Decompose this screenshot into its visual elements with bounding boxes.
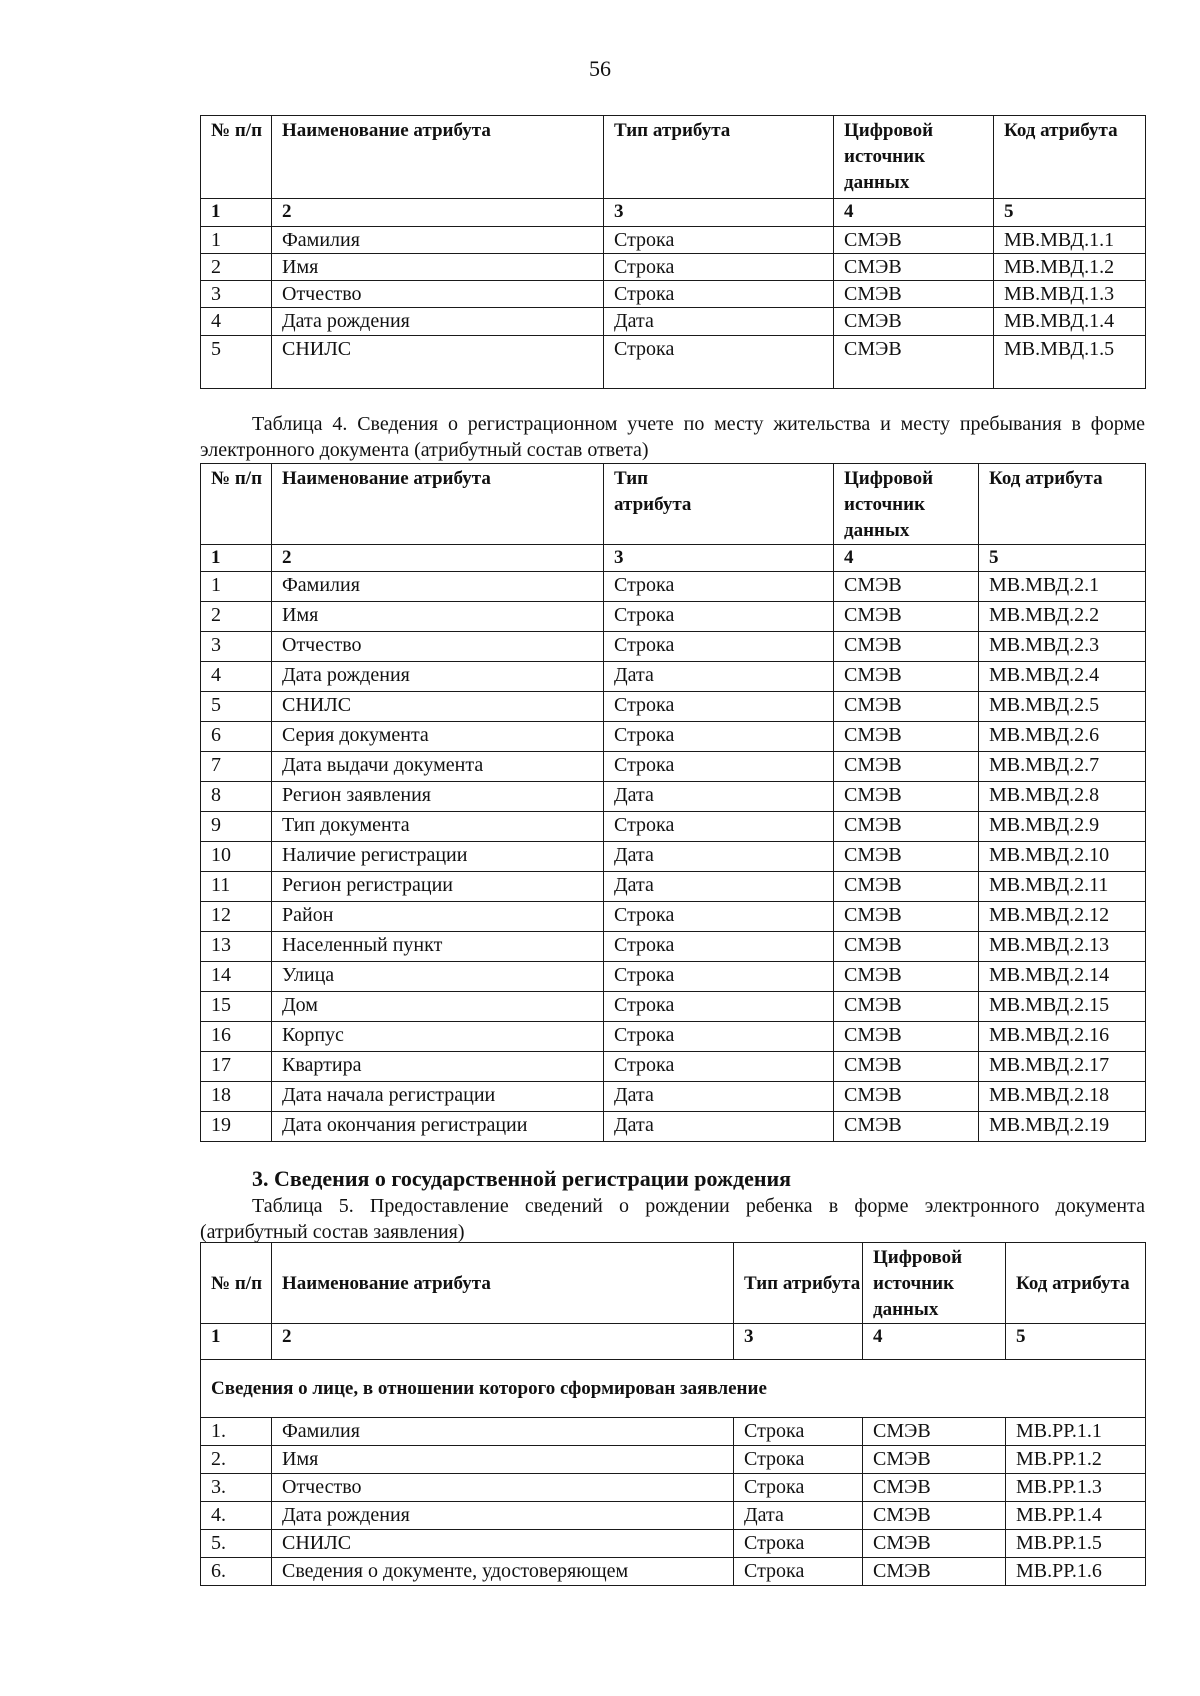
row-number: 6. xyxy=(201,1558,272,1586)
data-source: СМЭВ xyxy=(834,632,979,662)
attribute-name: СНИЛС xyxy=(272,336,604,389)
attribute-code: МВ.МВД.2.5 xyxy=(979,692,1146,722)
attribute-code: МВ.РР.1.4 xyxy=(1006,1502,1146,1530)
attribute-type: Строка xyxy=(734,1474,863,1502)
column-number-row xyxy=(201,199,1146,227)
row-number: 12 xyxy=(201,902,272,932)
attribute-name: Дом xyxy=(272,992,604,1022)
attribute-name: Дата окончания регистрации xyxy=(272,1112,604,1142)
data-source: СМЭВ xyxy=(834,281,994,308)
table-header-row xyxy=(201,464,1146,545)
table-row xyxy=(201,1022,1146,1052)
data-source: СМЭВ xyxy=(834,572,979,602)
row-number: 16 xyxy=(201,1022,272,1052)
data-source: СМЭВ xyxy=(834,752,979,782)
attribute-name: Тип документа xyxy=(272,812,604,842)
data-source: СМЭВ xyxy=(834,872,979,902)
table-row xyxy=(201,902,1146,932)
attribute-type: Строка xyxy=(604,281,834,308)
attribute-name: Отчество xyxy=(272,632,604,662)
table-header-row xyxy=(201,1243,1146,1324)
data-source: СМЭВ xyxy=(834,842,979,872)
data-source: СМЭВ xyxy=(863,1474,1006,1502)
attribute-name: Квартира xyxy=(272,1052,604,1082)
data-source: СМЭВ xyxy=(834,1112,979,1142)
column-number: 3 xyxy=(604,199,834,227)
header-cell: Тип атрибута xyxy=(734,1243,863,1324)
attribute-type: Строка xyxy=(604,902,834,932)
data-source: СМЭВ xyxy=(863,1530,1006,1558)
attribute-type: Строка xyxy=(604,692,834,722)
table-row xyxy=(201,308,1146,336)
attribute-type: Дата xyxy=(604,842,834,872)
attribute-name: Фамилия xyxy=(272,227,604,254)
header-cell: Код атрибута xyxy=(979,464,1146,545)
table-row xyxy=(201,1558,1146,1586)
attribute-name: Имя xyxy=(272,602,604,632)
header-cell: Тип атрибута xyxy=(604,116,834,199)
column-number: 5 xyxy=(994,199,1146,227)
attribute-code: МВ.РР.1.3 xyxy=(1006,1474,1146,1502)
row-number: 1 xyxy=(201,227,272,254)
attribute-code: МВ.МВД.2.6 xyxy=(979,722,1146,752)
table-row xyxy=(201,1418,1146,1446)
attribute-name: Корпус xyxy=(272,1022,604,1052)
row-number: 2 xyxy=(201,602,272,632)
group-row xyxy=(201,1360,1146,1418)
table-row xyxy=(201,842,1146,872)
column-number: 5 xyxy=(979,545,1146,572)
data-source: СМЭВ xyxy=(863,1502,1006,1530)
header-cell: Наименование атрибута xyxy=(272,1243,734,1324)
table4-caption xyxy=(200,411,1145,463)
table-row xyxy=(201,632,1146,662)
header-cell: Цифровой источник данных xyxy=(834,464,979,545)
attribute-type: Дата xyxy=(604,662,834,692)
attribute-name: Улица xyxy=(272,962,604,992)
attribute-type: Строка xyxy=(604,1022,834,1052)
column-number: 4 xyxy=(834,545,979,572)
table-row xyxy=(201,812,1146,842)
attribute-name: Сведения о документе, удостоверяющем xyxy=(272,1558,734,1586)
attribute-name: Имя xyxy=(272,254,604,281)
attribute-code: МВ.МВД.2.8 xyxy=(979,782,1146,812)
row-number: 10 xyxy=(201,842,272,872)
attribute-name: Дата выдачи документа xyxy=(272,752,604,782)
column-number: 2 xyxy=(272,199,604,227)
attribute-code: МВ.МВД.2.11 xyxy=(979,872,1146,902)
data-source: СМЭВ xyxy=(834,662,979,692)
data-source: СМЭВ xyxy=(834,782,979,812)
attribute-code: МВ.МВД.2.10 xyxy=(979,842,1146,872)
attribute-type: Строка xyxy=(604,932,834,962)
data-source: СМЭВ xyxy=(834,602,979,632)
attribute-type: Строка xyxy=(604,336,834,389)
attribute-code: МВ.МВД.2.13 xyxy=(979,932,1146,962)
attribute-code: МВ.МВД.2.9 xyxy=(979,812,1146,842)
table-header-row xyxy=(201,116,1146,199)
row-number: 14 xyxy=(201,962,272,992)
table-row xyxy=(201,1052,1146,1082)
row-number: 2 xyxy=(201,254,272,281)
header-cell: Тип атрибута xyxy=(604,464,834,545)
attribute-type: Строка xyxy=(734,1418,863,1446)
caption-text: Таблица 4. Сведения о регистрационном учете по месту жительства и месту пребывания в форме электронного документа (атрибутный состав ответа) xyxy=(200,413,1145,461)
data-source: СМЭВ xyxy=(834,962,979,992)
attribute-code: МВ.МВД.2.16 xyxy=(979,1022,1146,1052)
column-number-row xyxy=(201,545,1146,572)
attribute-name: Дата рождения xyxy=(272,308,604,336)
attribute-code: МВ.МВД.2.14 xyxy=(979,962,1146,992)
attribute-name: Серия документа xyxy=(272,722,604,752)
attribute-code: МВ.МВД.2.17 xyxy=(979,1052,1146,1082)
attribute-type: Строка xyxy=(604,722,834,752)
header-cell: № п/п xyxy=(201,1243,272,1324)
attribute-type: Дата xyxy=(734,1502,863,1530)
column-number: 3 xyxy=(734,1324,863,1360)
data-source: СМЭВ xyxy=(834,227,994,254)
column-number: 1 xyxy=(201,545,272,572)
row-number: 5 xyxy=(201,692,272,722)
table-row xyxy=(201,782,1146,812)
column-number: 1 xyxy=(201,1324,272,1360)
table-mvd-1 xyxy=(200,115,1146,389)
attribute-type: Строка xyxy=(604,812,834,842)
row-number: 4 xyxy=(201,662,272,692)
column-number: 1 xyxy=(201,199,272,227)
data-source: СМЭВ xyxy=(834,1022,979,1052)
row-number: 13 xyxy=(201,932,272,962)
table-row xyxy=(201,281,1146,308)
row-number: 1. xyxy=(201,1418,272,1446)
attribute-code: МВ.МВД.2.4 xyxy=(979,662,1146,692)
row-number: 3 xyxy=(201,281,272,308)
attribute-code: МВ.МВД.1.5 xyxy=(994,336,1146,389)
attribute-name: СНИЛС xyxy=(272,1530,734,1558)
attribute-code: МВ.МВД.2.7 xyxy=(979,752,1146,782)
column-number: 3 xyxy=(604,545,834,572)
section-heading: 3. Сведения о государственной регистрации рождения xyxy=(252,1166,792,1191)
table-row xyxy=(201,722,1146,752)
header-cell: № п/п xyxy=(201,116,272,199)
attribute-type: Дата xyxy=(604,872,834,902)
table-row xyxy=(201,602,1146,632)
header-cell: Наименование атрибута xyxy=(272,116,604,199)
row-number: 5 xyxy=(201,336,272,389)
attribute-name: СНИЛС xyxy=(272,692,604,722)
table-row xyxy=(201,1446,1146,1474)
attribute-type: Строка xyxy=(604,227,834,254)
attribute-type: Дата xyxy=(604,308,834,336)
header-cell: Цифровой источник данных xyxy=(834,116,994,199)
header-cell: Код атрибута xyxy=(994,116,1146,199)
page-number: 56 xyxy=(589,56,611,81)
attribute-name: Наличие регистрации xyxy=(272,842,604,872)
table5-caption xyxy=(200,1193,1145,1245)
data-source: СМЭВ xyxy=(834,1082,979,1112)
column-number-row xyxy=(201,1324,1146,1360)
attribute-name: Фамилия xyxy=(272,572,604,602)
caption-text: Таблица 5. Предоставление сведений о рождении ребенка в форме электронного документа (атрибутный состав заявления) xyxy=(200,1195,1145,1243)
column-number: 5 xyxy=(1006,1324,1146,1360)
attribute-code: МВ.МВД.2.1 xyxy=(979,572,1146,602)
column-number: 4 xyxy=(863,1324,1006,1360)
table-birth-registration xyxy=(200,1242,1146,1586)
row-number: 9 xyxy=(201,812,272,842)
table-row xyxy=(201,1502,1146,1530)
row-number: 17 xyxy=(201,1052,272,1082)
attribute-code: МВ.РР.1.5 xyxy=(1006,1530,1146,1558)
attribute-type: Строка xyxy=(734,1558,863,1586)
data-source: СМЭВ xyxy=(863,1446,1006,1474)
attribute-type: Строка xyxy=(604,254,834,281)
attribute-type: Строка xyxy=(604,1052,834,1082)
group-label: Сведения о лице, в отношении которого сформирован заявление xyxy=(201,1360,1146,1418)
attribute-code: МВ.МВД.1.2 xyxy=(994,254,1146,281)
attribute-type: Дата xyxy=(604,1112,834,1142)
row-number: 3. xyxy=(201,1474,272,1502)
data-source: СМЭВ xyxy=(834,722,979,752)
table-row xyxy=(201,752,1146,782)
attribute-code: МВ.МВД.1.1 xyxy=(994,227,1146,254)
attribute-code: МВ.МВД.1.3 xyxy=(994,281,1146,308)
table-mvd-2 xyxy=(200,463,1146,1142)
row-number: 3 xyxy=(201,632,272,662)
row-number: 19 xyxy=(201,1112,272,1142)
table-row xyxy=(201,1474,1146,1502)
data-source: СМЭВ xyxy=(834,902,979,932)
row-number: 7 xyxy=(201,752,272,782)
row-number: 4 xyxy=(201,308,272,336)
data-source: СМЭВ xyxy=(834,1052,979,1082)
data-source: СМЭВ xyxy=(834,992,979,1022)
data-source: СМЭВ xyxy=(863,1418,1006,1446)
column-number: 2 xyxy=(272,545,604,572)
attribute-code: МВ.МВД.2.15 xyxy=(979,992,1146,1022)
table-row xyxy=(201,662,1146,692)
table-row xyxy=(201,1530,1146,1558)
header-cell: № п/п xyxy=(201,464,272,545)
attribute-type: Строка xyxy=(604,602,834,632)
attribute-type: Строка xyxy=(604,992,834,1022)
attribute-name: Дата начала регистрации xyxy=(272,1082,604,1112)
attribute-type: Строка xyxy=(604,632,834,662)
attribute-code: МВ.РР.1.6 xyxy=(1006,1558,1146,1586)
attribute-type: Дата xyxy=(604,782,834,812)
data-source: СМЭВ xyxy=(834,692,979,722)
attribute-name: Регион заявления xyxy=(272,782,604,812)
attribute-type: Строка xyxy=(604,752,834,782)
attribute-code: МВ.МВД.2.3 xyxy=(979,632,1146,662)
attribute-code: МВ.РР.1.1 xyxy=(1006,1418,1146,1446)
attribute-name: Район xyxy=(272,902,604,932)
attribute-name: Регион регистрации xyxy=(272,872,604,902)
attribute-name: Отчество xyxy=(272,1474,734,1502)
data-source: СМЭВ xyxy=(834,812,979,842)
column-number: 2 xyxy=(272,1324,734,1360)
attribute-name: Дата рождения xyxy=(272,1502,734,1530)
attribute-type: Строка xyxy=(604,572,834,602)
attribute-name: Фамилия xyxy=(272,1418,734,1446)
table-row xyxy=(201,872,1146,902)
table-row xyxy=(201,254,1146,281)
table-row xyxy=(201,1112,1146,1142)
attribute-name: Населенный пункт xyxy=(272,932,604,962)
attribute-name: Имя xyxy=(272,1446,734,1474)
data-source: СМЭВ xyxy=(834,308,994,336)
attribute-code: МВ.МВД.2.12 xyxy=(979,902,1146,932)
table-row xyxy=(201,572,1146,602)
attribute-code: МВ.МВД.1.4 xyxy=(994,308,1146,336)
attribute-name: Дата рождения xyxy=(272,662,604,692)
header-cell: Цифровой источник данных xyxy=(863,1243,1006,1324)
row-number: 4. xyxy=(201,1502,272,1530)
column-number: 4 xyxy=(834,199,994,227)
attribute-code: МВ.МВД.2.19 xyxy=(979,1112,1146,1142)
attribute-code: МВ.РР.1.2 xyxy=(1006,1446,1146,1474)
attribute-type: Строка xyxy=(734,1446,863,1474)
table-row xyxy=(201,992,1146,1022)
attribute-type: Строка xyxy=(734,1530,863,1558)
row-number: 2. xyxy=(201,1446,272,1474)
row-number: 1 xyxy=(201,572,272,602)
attribute-code: МВ.МВД.2.18 xyxy=(979,1082,1146,1112)
table-row xyxy=(201,227,1146,254)
attribute-type: Строка xyxy=(604,962,834,992)
header-cell: Наименование атрибута xyxy=(272,464,604,545)
attribute-type: Дата xyxy=(604,1082,834,1112)
table-row xyxy=(201,692,1146,722)
data-source: СМЭВ xyxy=(834,932,979,962)
table-row xyxy=(201,336,1146,389)
table-row xyxy=(201,1082,1146,1112)
data-source: СМЭВ xyxy=(863,1558,1006,1586)
header-cell: Код атрибута xyxy=(1006,1243,1146,1324)
row-number: 8 xyxy=(201,782,272,812)
row-number: 15 xyxy=(201,992,272,1022)
table-row xyxy=(201,932,1146,962)
row-number: 11 xyxy=(201,872,272,902)
attribute-name: Отчество xyxy=(272,281,604,308)
row-number: 6 xyxy=(201,722,272,752)
attribute-code: МВ.МВД.2.2 xyxy=(979,602,1146,632)
data-source: СМЭВ xyxy=(834,336,994,389)
row-number: 5. xyxy=(201,1530,272,1558)
row-number: 18 xyxy=(201,1082,272,1112)
table-row xyxy=(201,962,1146,992)
data-source: СМЭВ xyxy=(834,254,994,281)
